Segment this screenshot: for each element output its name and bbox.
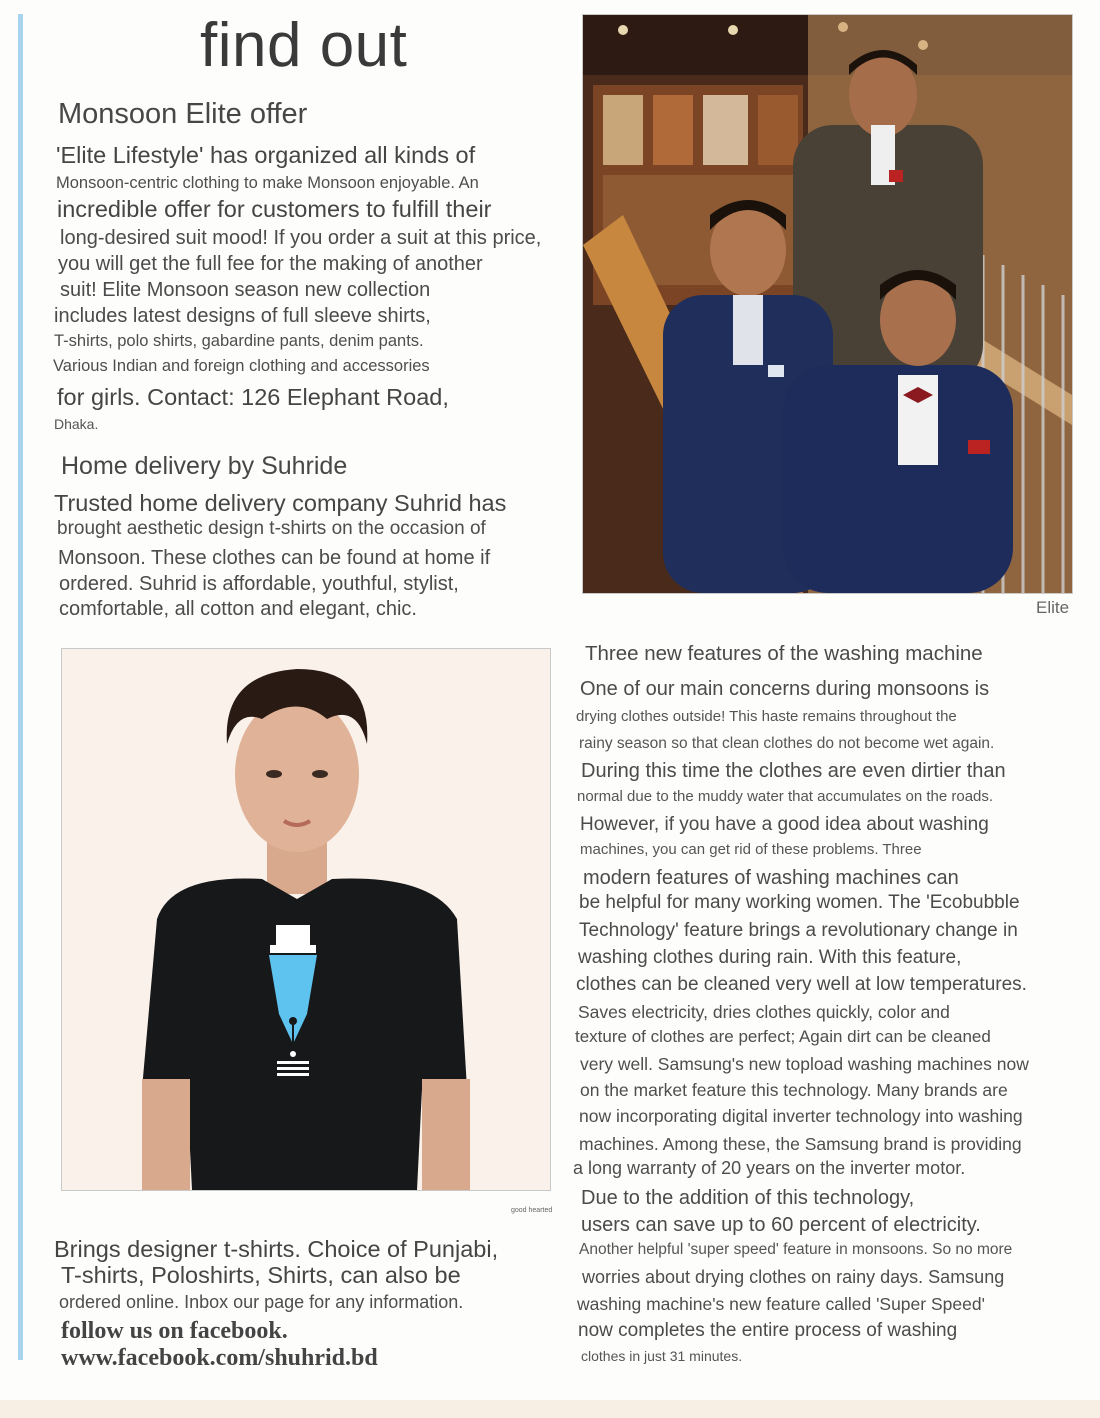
washing-line: During this time the clothes are even dirtier than [581,760,1006,782]
washing-line: washing clothes during rain. With this feature, [578,947,962,968]
page-bottom-band [0,1400,1100,1418]
elite-photo [582,14,1073,594]
elite-line: long-desired suit mood! If you order a suit at this price, [60,227,542,249]
elite-heading: Monsoon Elite offer [58,98,308,130]
washing-line: now completes the entire process of washing [578,1320,958,1341]
elite-body [54,142,554,442]
page-title: find out [200,11,408,80]
facebook-url[interactable]: www.facebook.com/shuhrid.bd [61,1345,378,1371]
washing-line: Another helpful 'super speed' feature in monsoons. So no more [579,1241,1013,1258]
elite-line: you will get the full fee for the making of another [58,253,483,275]
elite-photo-illustration [583,15,1072,593]
suhrid-body [54,490,554,630]
washing-line: modern features of washing machines can [583,867,959,889]
suhrid-line: comfortable, all cotton and elegant, chic. [59,598,417,620]
washing-line: normal due to the muddy water that accumulates on the roads. [577,788,994,805]
elite-line: for girls. Contact: 126 Elephant Road, [57,384,449,410]
suhrid-promo-line: Brings designer t-shirts. Choice of Punjabi, [54,1236,499,1262]
washing-line: worries about drying clothes on rainy days. Samsung [582,1267,1005,1287]
suhrid-line: Monsoon. These clothes can be found at home if [58,547,491,569]
elite-line: incredible offer for customers to fulfill their [57,196,492,222]
suhrid-promo [54,1236,554,1316]
suhrid-photo [61,648,551,1191]
follow-facebook-text: follow us on facebook. [61,1318,288,1344]
washing-line: users can save up to 60 percent of electricity. [581,1214,981,1236]
elite-line: Various Indian and foreign clothing and accessories [53,357,430,375]
elite-line: includes latest designs of full sleeve shirts, [54,305,431,327]
suhrid-line: ordered. Suhrid is affordable, youthful, stylist, [59,573,459,595]
washing-line: Technology' feature brings a revolutionary change in [579,920,1018,941]
washing-line: However, if you have a good idea about washing [580,814,989,835]
washing-line: rainy season so that clean clothes do not become wet again. [579,735,995,752]
washing-line: Due to the addition of this technology, [581,1187,915,1209]
washing-line: Saves electricity, dries clothes quickly, color and [578,1002,950,1022]
washing-line: be helpful for many working women. The 'Ecobubble [579,892,1020,913]
elite-line: T-shirts, polo shirts, gabardine pants, denim pants. [54,332,424,350]
suhrid-line: Trusted home delivery company Suhrid has [54,490,507,516]
washing-line: machines. Among these, the Samsung brand is providing [579,1134,1022,1154]
elite-line: Dhaka. [54,416,99,432]
elite-line: Monsoon-centric clothing to make Monsoon enjoyable. An [56,174,479,192]
washing-line: machines, you can get rid of these problems. Three [580,841,922,858]
suhrid-heading: Home delivery by Suhride [61,452,348,480]
suhrid-line: brought aesthetic design t-shirts on the occasion of [57,518,486,539]
suhrid-photo-caption: good hearted [511,1207,553,1214]
elite-line: suit! Elite Monsoon season new collection [60,279,431,301]
washing-line: now incorporating digital inverter technology into washing [579,1106,1023,1126]
washing-heading: Three new features of the washing machine [585,642,983,665]
washing-line: drying clothes outside! This haste remains throughout the [576,708,957,725]
suhrid-promo-line: ordered online. Inbox our page for any information. [59,1292,464,1312]
suhrid-promo-line: T-shirts, Poloshirts, Shirts, can also be [61,1262,461,1288]
washing-line: very well. Samsung's new topload washing machines now [580,1054,1029,1074]
washing-line: clothes in just 31 minutes. [581,1348,743,1364]
suhrid-photo-illustration [62,649,550,1190]
washing-line: on the market feature this technology. Many brands are [580,1080,1008,1100]
left-accent-rule [18,14,23,1360]
washing-line: clothes can be cleaned very well at low temperatures. [576,974,1027,995]
elite-photo-caption: Elite [1036,598,1070,617]
washing-line: One of our main concerns during monsoons is [580,678,990,700]
elite-line: 'Elite Lifestyle' has organized all kinds of [56,142,476,168]
washing-line: washing machine's new feature called 'Super Speed' [577,1294,985,1314]
washing-body [573,678,1076,1378]
washing-line: a long warranty of 20 years on the inverter motor. [573,1158,966,1178]
washing-line: texture of clothes are perfect; Again dirt can be cleaned [575,1027,991,1046]
